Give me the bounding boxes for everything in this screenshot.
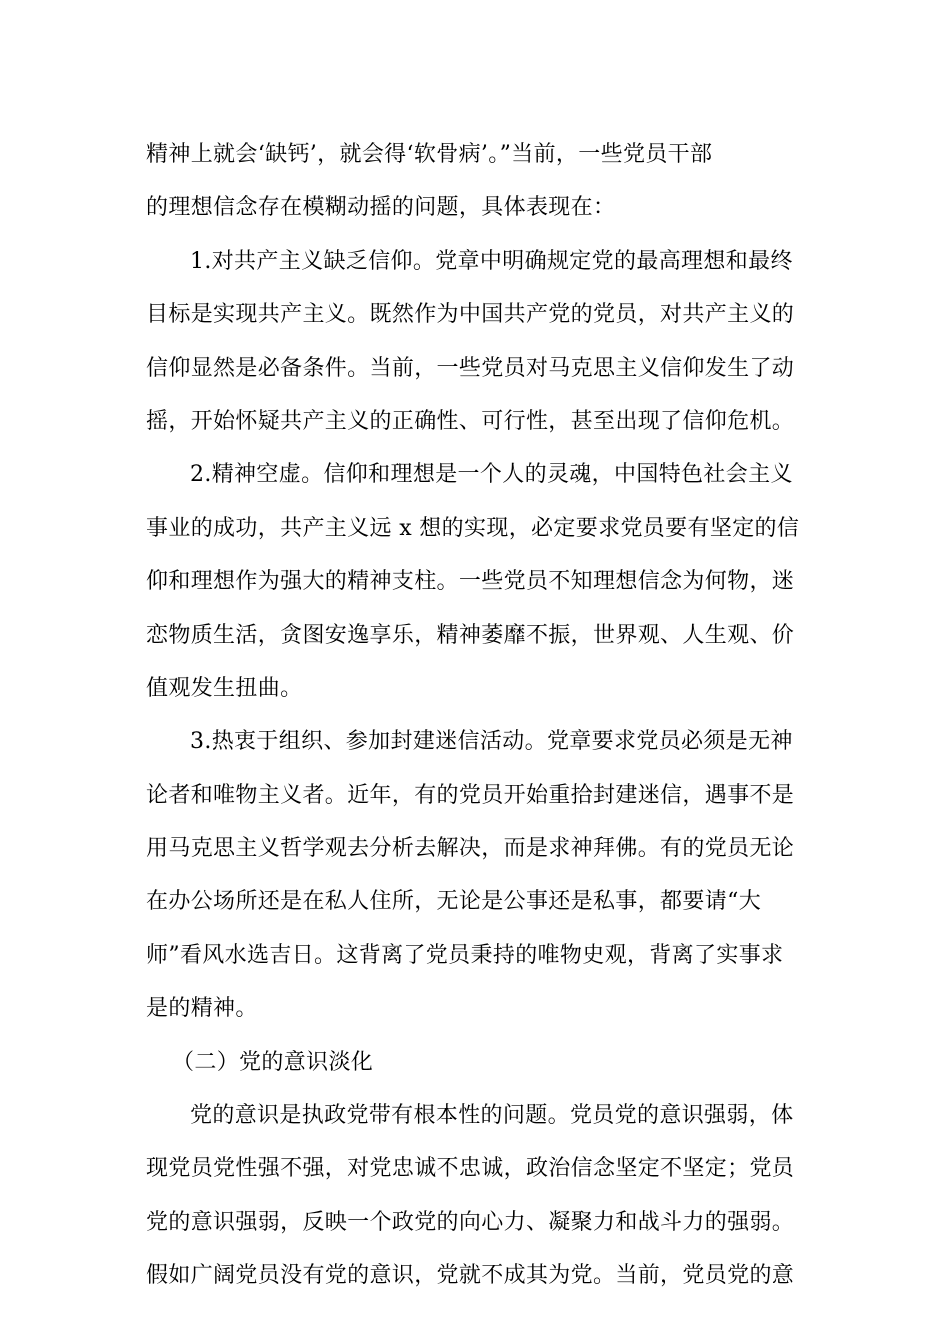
list-item-2-start: 2.精神空虚。信仰和理想是一个人的灵魂，中国特色社会主义 [190,462,793,488]
text-line: 摇，开始怀疑共产主义的正确性、可行性，甚至出现了信仰危机。 [146,408,795,434]
body-text [146,128,810,1303]
text-line: 现党员党性强不强，对党忠诚不忠诚，政治信念坚定不坚定；党员 [146,1156,795,1182]
section-heading: （二）党的意识淡化 [172,1049,374,1075]
text-line: 精神上就会‘缺钙’，就会得‘软骨病’。”当前，一些党员干部 [146,142,713,167]
text-line: 仰和理想作为强大的精神支柱。一些党员不知理想信念为何物，迷 [146,569,795,595]
text-line: 师”看风水选吉日。这背离了党员秉持的唯物史观，背离了实事求 [146,942,784,968]
text-line: 假如广阔党员没有党的意识，党就不成其为党。当前，党员党的意 [146,1263,795,1289]
text-line: 恋物质生活，贪图安逸享乐，精神萎靡不振，世界观、人生观、价 [146,622,795,648]
list-item-1-start: 1.对共产主义缺乏信仰。党章中明确规定党的最高理想和最终 [190,248,793,274]
text-line: 党的意识强弱，反映一个政党的向心力、凝聚力和战斗力的强弱。 [146,1209,795,1235]
paragraph-start: 党的意识是执政党带有根本性的问题。党员党的意识强弱，体 [190,1103,794,1129]
text-line: 是的精神。 [146,996,258,1022]
text-line: 值观发生扭曲。 [146,675,303,701]
text-line: 信仰显然是必备条件。当前，一些党员对马克思主义信仰发生了动 [146,355,795,381]
text-line: 论者和唯物主义者。近年，有的党员开始重拾封建迷信，遇事不是 [146,782,795,808]
list-item-3-start: 3.热衷于组织、参加封建迷信活动。党章要求党员必须是无神 [190,729,793,755]
text-line: 用马克思主义哲学观去分析去解决，而是求神拜佛。有的党员无论 [146,836,795,862]
text-line: 目标是实现共产主义。既然作为中国共产党的党员，对共产主义的 [146,302,795,328]
text-line: 在办公场所还是在私人住所，无论是公事还是私事，都要请“大 [146,889,762,915]
text-line: 的理想信念存在模糊动摇的问题，具体表现在： [146,195,616,221]
text-line: 事业的成功，共产主义远 x 想的实现，必定要求党员要有坚定的信 [146,515,800,541]
